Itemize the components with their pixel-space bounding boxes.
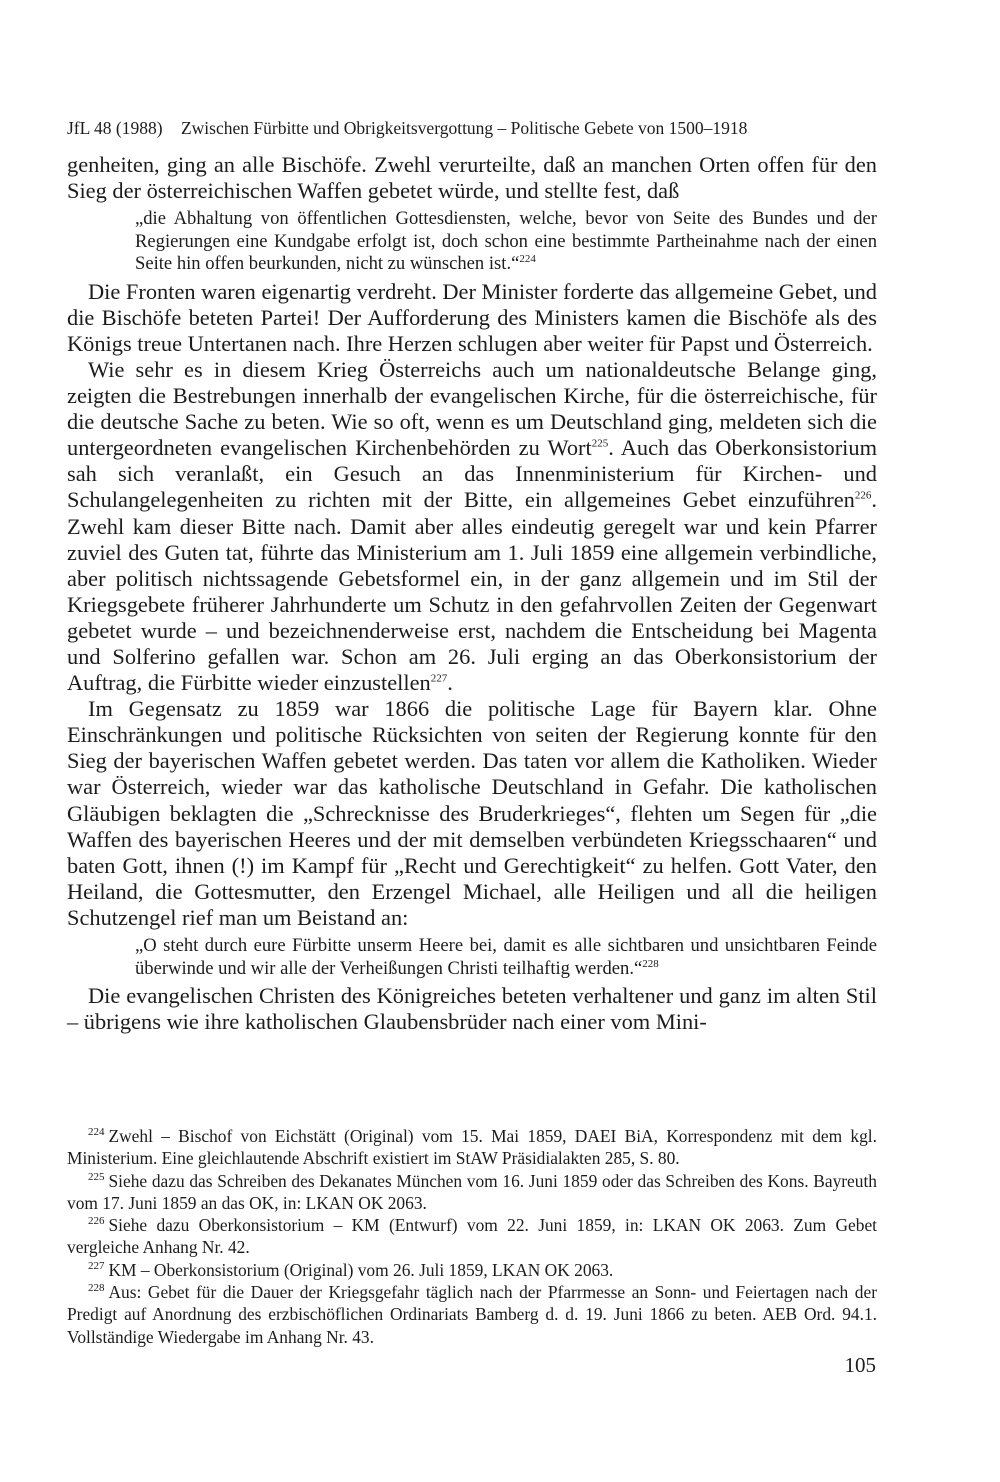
footnote-ref: 224	[519, 253, 536, 265]
footnote-text: Zwehl – Bischof von Eichstätt (Original) vom 15. Mai 1859, DAEI BiA, Korrespondenz mit dem kgl. Ministerium. Eine gleichlautende Abschrift existiert im StAW Präsidialakten 285, S. 80.	[67, 1126, 877, 1169]
paragraph-text: genheiten, ging an alle Bischöfe. Zwehl verurteilte, daß an manchen Orten offen für den Sieg der österreichischen Waffen gebetet würde, und stellte fest, daß	[67, 152, 877, 204]
running-header	[67, 116, 867, 140]
footnote-ref: 228	[642, 957, 659, 970]
running-title: Zwischen Fürbitte und Obrigkeitsvergottung – Politische Gebete von 1500–1918	[180, 118, 748, 138]
paragraph	[67, 696, 877, 931]
block-quote	[67, 208, 877, 276]
footnote	[67, 1214, 877, 1259]
paragraph-text: . Zwehl kam dieser Bitte nach. Damit aber alles eindeutig geregelt war und kein Pfarrer zuviel des Guten tat, führte das Ministerium am 1. Juli 1859 eine allgemein verbindliche, aber politisch nichtssagende Gebetsformel ein, in der ganz allgemein und im Stil der Kriegsgebete früherer Jahrhunderte um Schutz in den gefahrvollen Zeiten der Gegenwart gebetet wurde – und bezeichnenderweise erst, nachdem die Entscheidung bei Magenta und Solferino gefallen war. Schon am 26. Juli erging an das Oberkonsistorium der Auftrag, die Fürbitte wieder einzustellen	[67, 487, 877, 696]
paragraph-text: Die Fronten waren eigenartig verdreht. Der Minister forderte das allgemeine Gebet, und die Bischöfe beteten Partei! Der Aufforderung des Ministers kamen die Bischöfe als des Königs treue Untertanen nach. Ihre Herzen schlugen aber weiter für Papst und Österreich.	[67, 278, 877, 356]
paragraph-text: Wie sehr es in diesem Krieg Österreichs auch um nationaldeutsche Belange ging, zeigten die Bestrebungen innerhalb der evangelischen Kirche, für die österreichische, für die deutsche Sache zu beten. Wie so oft, wenn es um Deutschland ging, meldeten sich die untergeordneten evangelischen Kirchenbehörden zu Wort	[67, 356, 877, 461]
footnote-ref: 227	[430, 672, 448, 685]
footnote-ref: 225	[591, 437, 609, 450]
footnote-number: 228	[88, 1282, 105, 1295]
footnote-number: 227	[88, 1259, 105, 1272]
paragraph	[67, 357, 877, 696]
page-number: 105	[844, 1353, 876, 1377]
footnote	[67, 1125, 877, 1170]
footnote-text: KM – Oberkonsistorium (Original) vom 26. Juli 1859, LKAN OK 2063.	[108, 1259, 614, 1280]
footnote-text: Aus: Gebet für die Dauer der Kriegsgefahr täglich nach der Pfarrmesse an Sonn- und Feiertagen nach der Predigt auf Anordnung des erzbischöflichen Ordinariats Bamberg d. d. 19. Juni 1866 zu beten. AEB Ord. 94.1. Vollständige Wiedergabe im Anhang Nr. 43.	[67, 1282, 877, 1347]
journal-reference: JfL 48 (1988)	[67, 118, 163, 138]
body-text	[67, 152, 877, 1035]
paragraph-text: . Auch das Oberkonsistorium sah sich veranlaßt, ein Gesuch an das Innenministerium für Kirchen- und Schulangelegenheiten zu richten mit der Bitte, ein allgemeines Gebet einzuführen	[67, 435, 877, 513]
footnote-number: 226	[88, 1215, 105, 1228]
footnote	[67, 1170, 877, 1215]
quote-text: „die Abhaltung von öffentlichen Gottesdiensten, welche, bevor von Seite des Bundes und der Regierungen eine Kundgabe erfolgt ist, doch schon eine bestimmte Partheinahme nach der einen Seite hin offen beurkunden, nicht zu wünschen ist.“	[135, 208, 877, 275]
paragraph-text: .	[447, 670, 453, 696]
paragraph-continuation	[67, 152, 877, 204]
paragraph	[67, 279, 877, 357]
paragraph-text: Die evangelischen Christen des Königreiches beteten verhaltener und ganz im alten Stil – übrigens wie ihre katholischen Glaubensbrüder nach einer vom Mini-	[67, 983, 877, 1035]
quote-text: „O steht durch eure Fürbitte unserm Heere bei, damit es alle sichtbaren und unsichtbaren Feinde überwinde und wir alle der Verheißungen Christi teilhaftig werden.“	[135, 935, 877, 979]
footnotes	[67, 1125, 877, 1348]
footnote-number: 224	[88, 1126, 105, 1139]
block-quote	[67, 935, 877, 980]
paragraph-text: Im Gegensatz zu 1859 war 1866 die politische Lage für Bayern klar. Ohne Einschränkungen und politische Rücksichten von seiten der Regierung konnte für den Sieg der bayerischen Waffen gebetet werden. Das taten vor allem die Katholiken. Wieder war Österreich, wieder war das katholische Deutschland in Gefahr. Die katholischen Gläubigen beklagten die „Schrecknisse des Bruderkrieges“, flehten um Segen für „die Waffen des bayerischen Heeres und der mit demselben verbündeten Kriegsschaaren“ und baten Gott, ihnen (!) im Kampf für „Recht und Gerechtigkeit“ zu helfen. Gott Vater, den Heiland, die Gottesmutter, den Erzengel Michael, alle Heiligen und all die heiligen Schutzengel rief man um Beistand an:	[67, 696, 877, 930]
footnote	[67, 1281, 877, 1348]
footnote-text: Siehe dazu das Schreiben des Dekanates München vom 16. Juni 1859 oder das Schreiben des Kons. Bayreuth vom 17. Juni 1859 an das OK, in: LKAN OK 2063.	[67, 1170, 877, 1213]
footnote	[67, 1259, 877, 1281]
footnote-number: 225	[88, 1170, 105, 1183]
footnote-text: Siehe dazu Oberkonsistorium – KM (Entwurf) vom 22. Juni 1859, in: LKAN OK 2063. Zum Gebet vergleiche Anhang Nr. 42.	[67, 1215, 877, 1258]
paragraph	[67, 983, 877, 1035]
footnote-ref: 226	[854, 489, 872, 502]
